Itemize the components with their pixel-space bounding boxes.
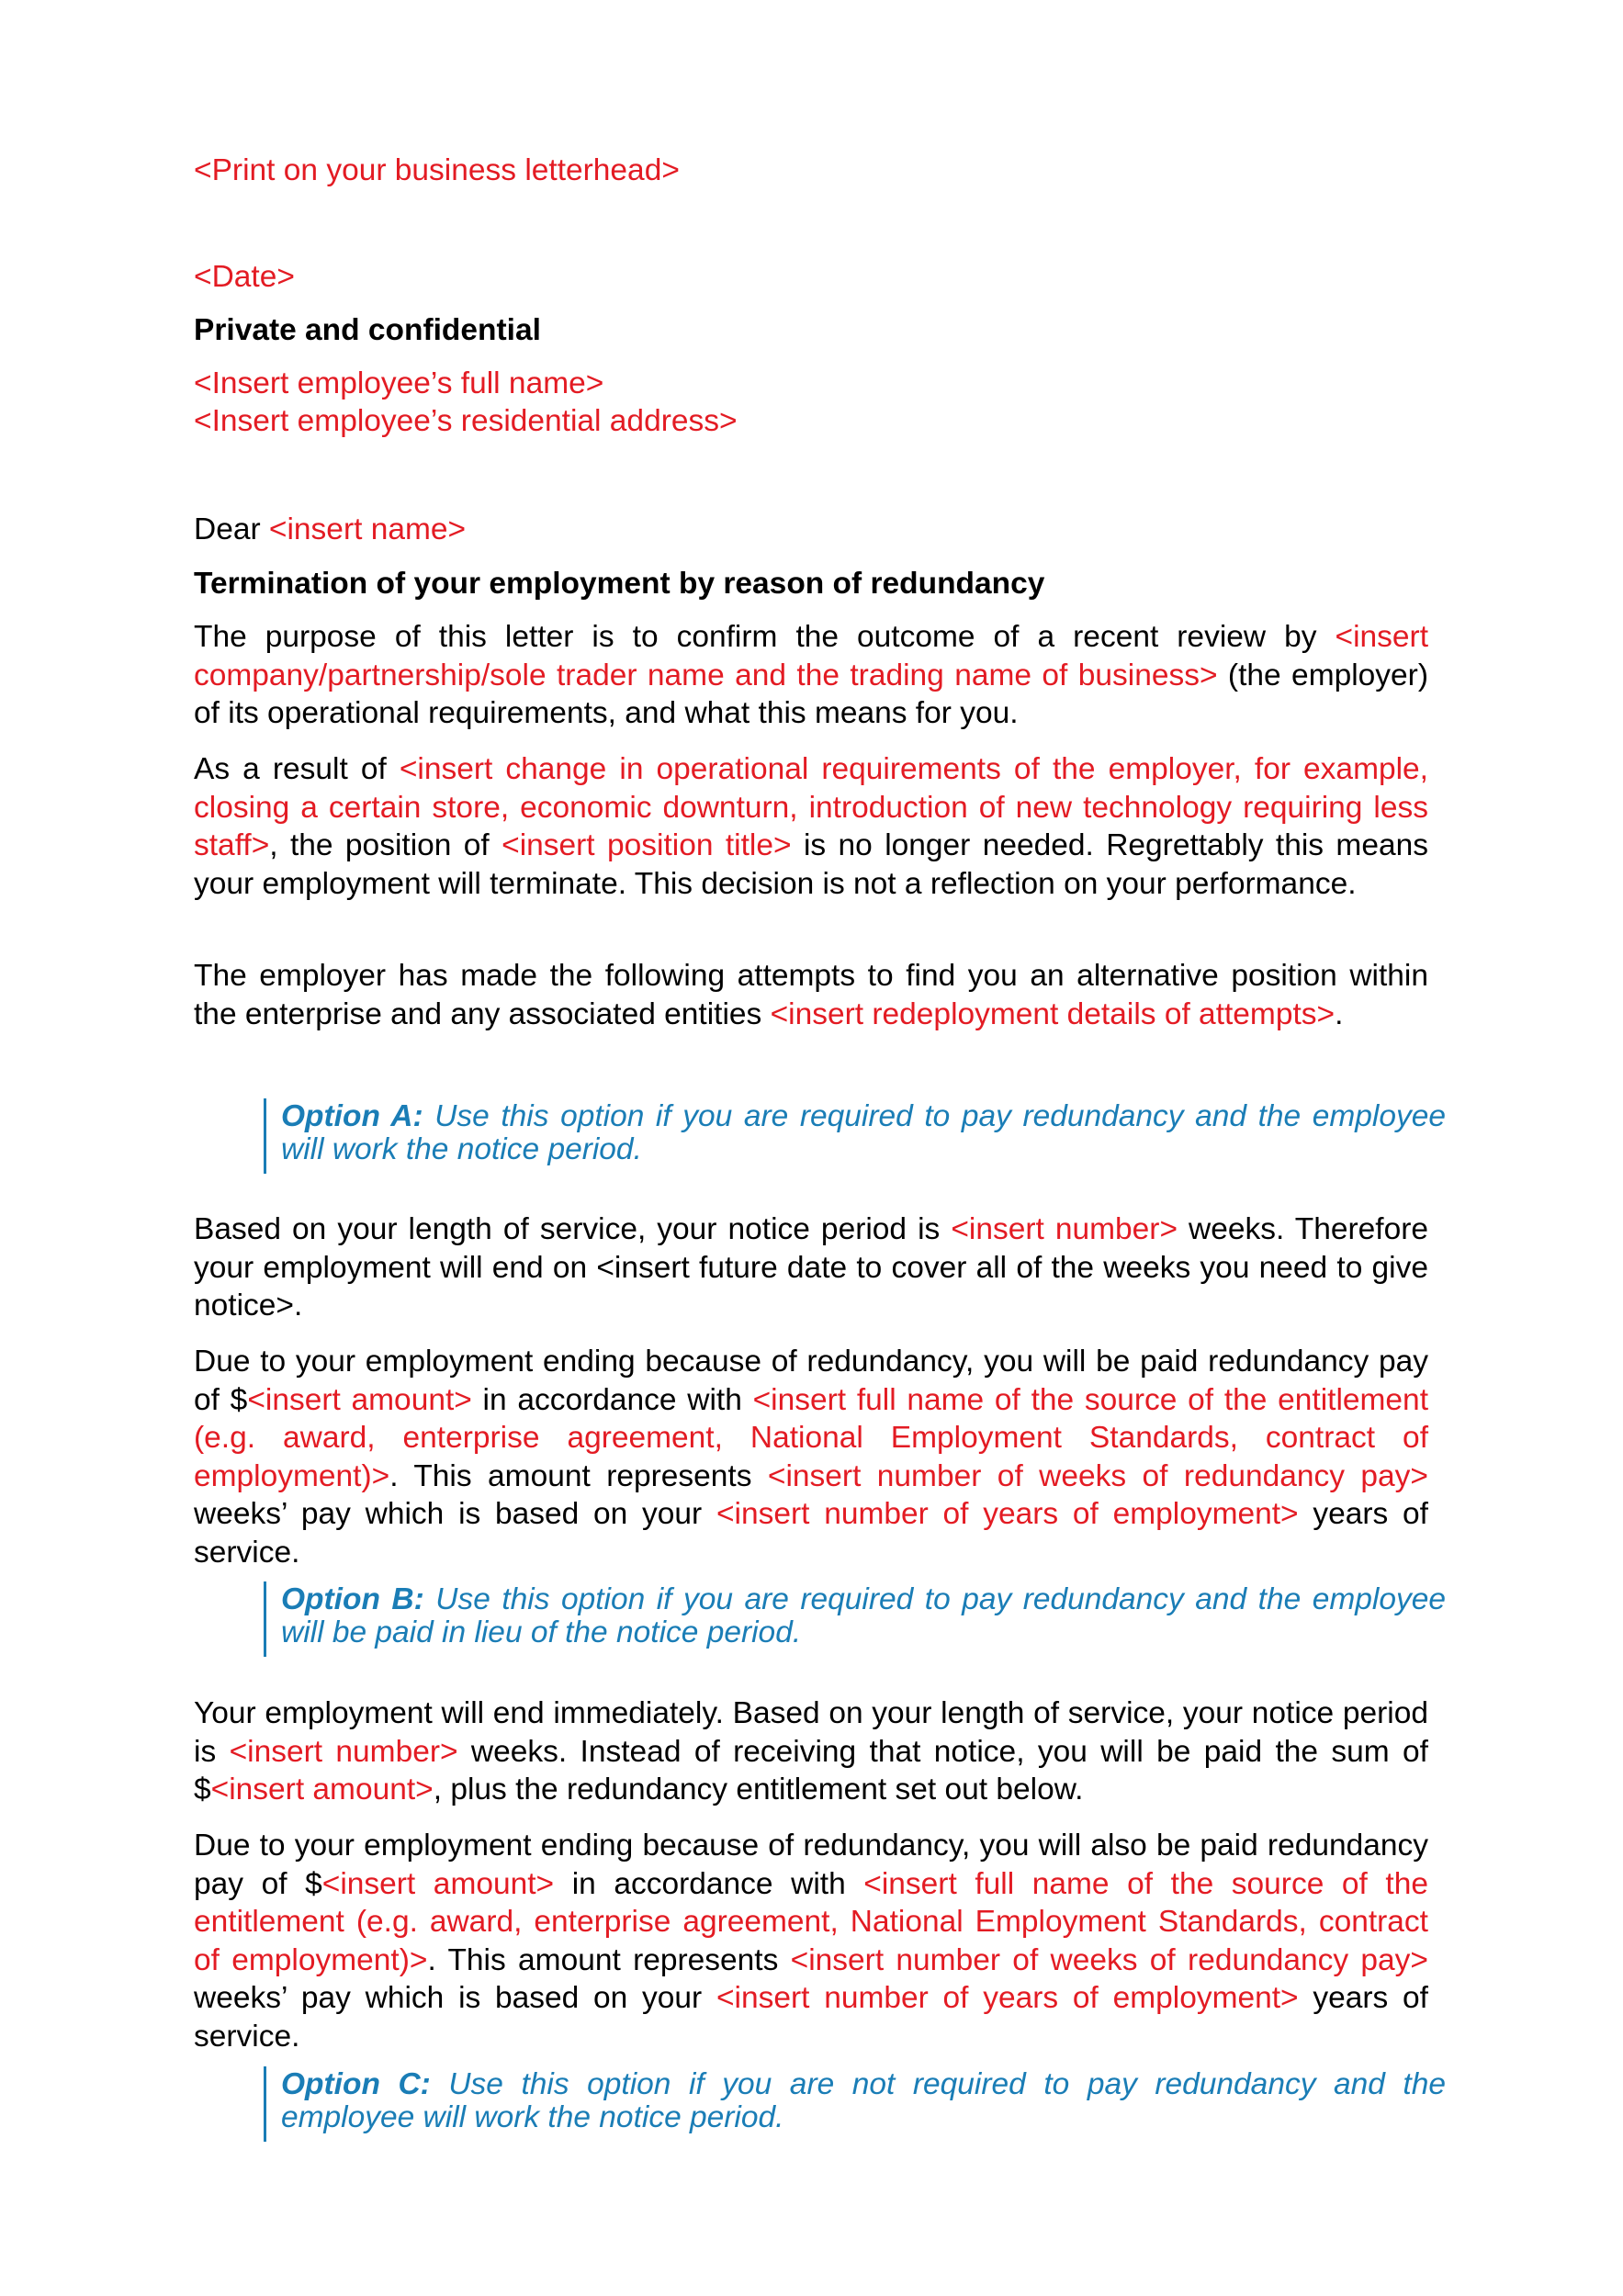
- paragraph-notice: Based on your length of service, your notice period is <insert number> weeks. Therefore your employment will end on <insert future date to cover all of the weeks you need to give notice>.: [194, 1212, 1428, 1322]
- placeholder-change: <insert change in operational requirements of the employer, for example, closing a certain store, economic downturn, introduction of new technology requiring less staff>: [194, 752, 1428, 862]
- option-b-label: Option B:: [281, 1582, 424, 1616]
- recipient-address: <Insert employee’s residential address>: [194, 404, 738, 438]
- paragraph-also-redundancy-pay: Due to your employment ending because of redundancy, you will also be paid redundancy pay of $<insert amount> in accordance with <insert full name of the source of the entitlement (e.g. award, enterprise agreement, National Employment Standards, contract of employment)>. This amount represents <insert number of weeks of redundancy pay> weeks’ pay which is based on your <insert number of years of employment> years of service.: [194, 1829, 1429, 2054]
- paragraph-purpose: The purpose of this letter is to confirm the outcome of a recent review by <insert company/partnership/sole trader name and the trading name of business> (the employer) of its operational requirements, and what this means for you.: [194, 620, 1428, 730]
- salutation: Dear <insert name>: [194, 512, 467, 546]
- placeholder-company: <insert company/partnership/sole trader name and the trading name of business>: [194, 620, 1428, 692]
- subject-heading: Termination of your employment by reason of redundancy: [194, 567, 1045, 601]
- paragraph-immediate-end: Your employment will end immediately. Based on your length of service, your notice period is <insert number> weeks. Instead of receiving that notice, you will be paid the sum of $<insert amount>, plus the redundancy entitlement set out below.: [194, 1696, 1428, 1806]
- placeholder-position: <insert position title>: [502, 828, 792, 862]
- confidential-label: Private and confidential: [194, 313, 541, 347]
- letterhead-note: <Print on your business letterhead>: [194, 153, 680, 187]
- option-a-label: Option A:: [281, 1099, 423, 1133]
- paragraph-redundancy-pay: Due to your employment ending because of redundancy, you will be paid redundancy pay of $<insert amount> in accordance with <insert full name of the source of the entitlement (e.g. award, enterprise agreement, National Employment Standards, contract of employment)>. This amount represents <insert number of weeks of redundancy pay> weeks’ pay which is based on your <insert number of years of employment> years of service.: [194, 1345, 1428, 1570]
- date-placeholder: <Date>: [194, 260, 295, 294]
- option-b-note: Option B: Use this option if you are required to pay redundancy and the employee will be paid in lieu of the notice period.: [264, 1581, 1446, 1657]
- option-c-note: Option C: Use this option if you are not required to pay redundancy and the employee will work the notice period.: [264, 2066, 1446, 2142]
- option-c-label: Option C:: [281, 2067, 431, 2101]
- salutation-name: <insert name>: [268, 512, 467, 546]
- recipient-name: <Insert employee’s full name>: [194, 366, 604, 400]
- option-a-note: Option A: Use this option if you are required to pay redundancy and the employee will work the notice period.: [264, 1098, 1446, 1174]
- paragraph-result: As a result of <insert change in operational requirements of the employer, for example, closing a certain store, economic downturn, introduction of new technology requiring less staff>, the position of <insert position title> is no longer needed. Regrettably this means your employment will terminate. This decision is not a reflection on your performance.: [194, 752, 1428, 901]
- placeholder-number: <insert number>: [951, 1212, 1178, 1246]
- placeholder-redeployment: <insert redeployment details of attempts>: [770, 996, 1336, 1031]
- paragraph-redeployment: The employer has made the following attempts to find you an alternative position within the enterprise and any associated entities <insert redeployment details of attempts>.: [194, 959, 1428, 1031]
